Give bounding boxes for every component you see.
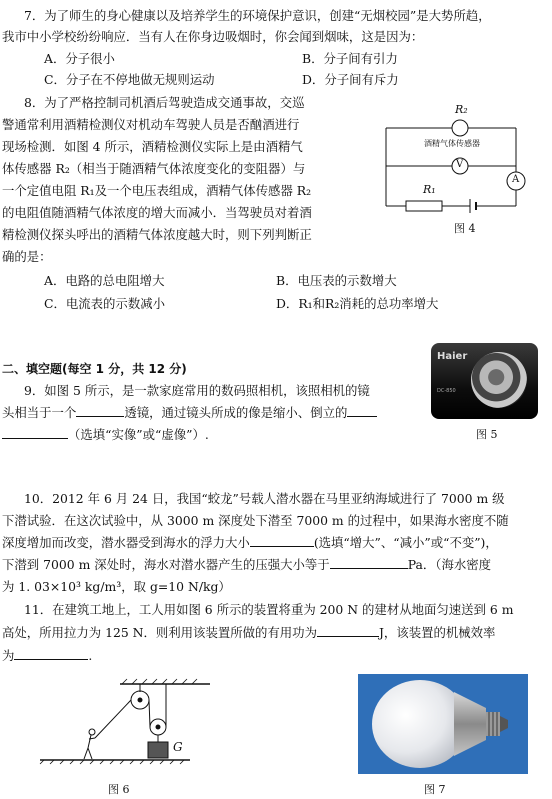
q7-option-a: A．分子很小	[44, 51, 115, 66]
q8-line-3: 现场检测．如图 4 所示，酒精检测仪实际上是由酒精气	[2, 139, 303, 154]
q7-option-c: C．分子在不停地做无规则运动	[44, 72, 215, 87]
fig4-voltmeter-icon: V	[456, 159, 464, 170]
q9-line-2	[2, 405, 377, 421]
q8-line-6: 的电阻值随酒精气体浓度的增大而减小．当驾驶员对着酒	[2, 205, 312, 220]
q8-line-2: 警通常利用酒精检测仪对机动车驾驶人员是否酗酒进行	[2, 117, 300, 132]
fig4-r1-label: R₁	[423, 183, 436, 196]
q8-line-8: 确的是：	[2, 249, 52, 264]
fig4-ammeter-icon: A	[512, 174, 520, 185]
fig4-caption: 图 4	[454, 222, 476, 235]
q11-line-3-start: 为	[2, 648, 15, 663]
fig7-caption: 图 7	[424, 783, 446, 796]
fig6-load-label: G	[173, 740, 183, 754]
fig4-sensor-label: 酒精气体传感器	[424, 139, 480, 148]
q9-line-2-start: 头相当于一个	[2, 405, 77, 420]
section-title: 二、填空题(每空 1 分，共 12 分)	[2, 362, 187, 376]
q7-line-1: 7．为了师生的身心健康以及培养学生的环境保护意识，创建“无烟校园”是大势所趋，	[24, 8, 491, 23]
fig5-caption: 图 5	[476, 428, 498, 441]
q8-line-7: 精检测仪探头呼出的酒精气体浓度越大时，则下列判断正	[2, 227, 312, 242]
q8-option-b: B．电压表的示数增大	[276, 273, 397, 288]
q10-line-4-start: 下潜到 7000 m 深处时，海水对潜水器产生的压强大小等于	[2, 557, 330, 572]
q9-line-1: 9．如图 5 所示，是一款家庭常用的数码照相机，该照相机的镜	[24, 383, 370, 398]
q10-line-2: 下潜试验．在这次试验中，从 3000 m 深度处下潜至 7000 m 的过程中，如果海水密度不随	[2, 513, 509, 528]
q11-blank-2[interactable]	[14, 648, 88, 660]
q7-option-b: B．分子间有引力	[302, 51, 398, 66]
q10-blank-2[interactable]	[330, 557, 408, 569]
q9-blank-2a[interactable]	[347, 405, 377, 417]
q10-line-3	[2, 535, 498, 551]
q11-line-2	[2, 625, 495, 641]
q11-line-3-end: .	[88, 648, 93, 663]
q8-option-d: D．R₁和R₂消耗的总功率增大	[276, 296, 439, 311]
q11-blank-1[interactable]	[317, 625, 379, 637]
fig5-brand: Haier	[437, 351, 468, 362]
q9-line-2-mid: 透镜，通过镜头所成的像是缩小、倒立的	[124, 405, 348, 420]
q8-line-5: 一个定值电阻 R₁及一个电压表组成，酒精气体传感器 R₂	[2, 183, 312, 198]
q10-line-4-end: Pa．（海水密度	[407, 557, 492, 572]
q8-line-1: 8．为了严格控制司机酒后驾驶造成交通事故，交巡	[24, 95, 305, 110]
q9-line-3-end: （选填“实像”或“虚像”）.	[68, 427, 209, 442]
fig5-camera-image	[431, 343, 538, 419]
q7-line-2: 我市中小学校纷纷响应．当有人在你身边吸烟时，你会闻到烟味，这是因为：	[2, 29, 424, 44]
q10-line-4	[2, 557, 491, 573]
q11-line-1: 11．在建筑工地上，工人用如图 6 所示的装置将重为 200 N 的建材从地面匀速送到 6 m	[24, 602, 514, 617]
q11-line-2-end: J，该装置的机械效率	[378, 625, 496, 640]
q7-option-d: D．分子间有斥力	[302, 72, 399, 87]
q9-line-3	[2, 427, 209, 443]
q10-line-3-start: 深度增加而改变，潜水器受到海水的浮力大小	[2, 535, 250, 550]
q11-line-3	[2, 648, 92, 664]
fig5-model: DC-850	[437, 388, 456, 394]
q10-line-1: 10．2012 年 6 月 24 日，我国“蛟龙”号载人潜水器在马里亚纳海域进行了 7000 m 级	[24, 491, 505, 506]
q10-line-3-end: (选填“增大”、“减小”或“不变”)，	[313, 535, 498, 550]
q10-blank-1[interactable]	[250, 535, 314, 547]
fig7-led-bulb-image	[358, 674, 528, 774]
fig6-caption: 图 6	[108, 783, 130, 796]
q8-line-4: 体传感器 R₂（相当于随酒精气体浓度变化的变阻器）与	[2, 161, 306, 176]
camera-lens-icon	[471, 352, 527, 408]
q8-option-c: C．电流表的示数减小	[44, 296, 165, 311]
q9-blank-1[interactable]	[76, 405, 124, 417]
fig6-pulley-diagram	[40, 682, 210, 764]
q10-line-5: 为 1. 03×10³ kg/m³，取 g=10 N/kg）	[2, 579, 231, 594]
q9-blank-2b[interactable]	[2, 427, 68, 439]
q11-line-2-start: 高处，所用拉力为 125 N．则利用该装置所做的有用功为	[2, 625, 317, 640]
q8-option-a: A．电路的总电阻增大	[44, 273, 165, 288]
fig4-r2-label: R₂	[455, 103, 468, 116]
